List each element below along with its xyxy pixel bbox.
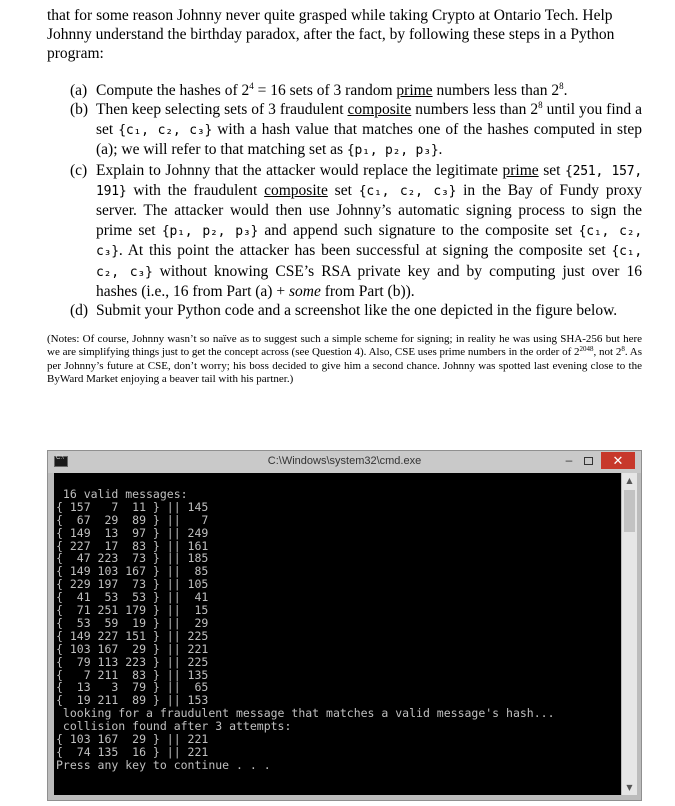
notes-paragraph [47, 333, 642, 387]
step-text: set [327, 182, 359, 200]
console-line: { 229 197 73 } || 105 [56, 577, 209, 592]
code-set: {c₁, c₂, c₃} [96, 244, 642, 280]
step-text: . [563, 82, 568, 99]
code-set: {p₁, p₂, p₃} [346, 143, 439, 159]
step-label: (c) [70, 161, 88, 179]
console-line: looking for a fraudulent message that matches a valid message's hash... [56, 706, 555, 721]
step-text: Submit your Python code and a screenshot like the one depicted in the figure below. [96, 302, 618, 320]
window-titlebar[interactable] [48, 451, 641, 473]
step-text: with the fraudulent [126, 182, 265, 200]
code-set: {251, 157, 191} [96, 163, 643, 200]
console-line: Press any key to continue . . . [56, 757, 271, 772]
console-line: { 103 167 29 } || 221 [56, 641, 209, 656]
step-text: from Part (b)). [320, 283, 415, 301]
console-line: 16 valid messages: [56, 486, 188, 501]
code-set: {c₁, c₂, c₃} [118, 122, 213, 138]
step-b [70, 100, 642, 160]
step-label: (d) [70, 302, 89, 320]
console-line: { 149 13 97 } || 249 [56, 525, 209, 540]
notes-text: . As per Johnny’s future at CSE, don’t worry; his boss decided to give him a second chance. Johnny was spotted last evening close to the ByWard Market enjoying a beaver tail with his partner.) [47, 346, 642, 386]
intro-line-3: program: [47, 45, 104, 62]
step-text: without knowing CSE’s RSA private key and by computing just over 16 hashes (i.e., 16 from Part (a) + [96, 262, 643, 301]
close-button[interactable]: ✕ [601, 452, 635, 469]
window-title: C:\Windows\system32\cmd.exe [267, 455, 422, 467]
cmd-window [47, 450, 642, 801]
scroll-up-icon[interactable]: ▲ [626, 476, 633, 485]
underlined-term: composite [347, 101, 412, 119]
step-text: and append such signature to the composite set [258, 221, 579, 239]
italic-term: some [288, 283, 321, 301]
underlined-term: composite [264, 182, 328, 200]
console-line: { 7 211 83 } || 135 [56, 667, 209, 682]
console-line: { 19 211 89 } || 153 [56, 693, 209, 708]
step-text: Compute the hashes of 2 [96, 82, 250, 99]
console-line: { 149 227 151 } || 225 [56, 628, 209, 643]
console-line: { 53 59 19 } || 29 [56, 615, 209, 630]
scroll-down-icon[interactable]: ▼ [626, 783, 633, 792]
exponent: 2048 [579, 345, 594, 354]
step-text: = 16 sets of 3 random [253, 82, 397, 99]
console-line: { 227 17 83 } || 161 [56, 538, 209, 553]
console-line: { 103 167 29 } || 221 [56, 732, 209, 746]
exponent: 8 [559, 81, 564, 91]
intro-line-2: Johnny understand the birthday paradox, after the fact, by following these steps in a Python [47, 26, 615, 43]
step-label: (b) [70, 101, 89, 119]
step-a [70, 81, 642, 100]
code-set: {p₁, p₂, p₃} [161, 223, 259, 239]
console-line: { 157 7 11 } || 145 [56, 499, 209, 514]
step-text: Then keep selecting sets of 3 fraudulent [96, 101, 348, 119]
underlined-term: prime [396, 82, 433, 99]
step-text: numbers less than 2 [432, 82, 560, 99]
console-line: { 13 3 79 } || 65 [56, 680, 209, 695]
vertical-scrollbar[interactable] [622, 473, 637, 795]
step-text: Explain to Johnny that the attacker would replace the legitimate [96, 161, 503, 179]
minimize-button[interactable]: – [565, 453, 573, 467]
step-label: (a) [70, 82, 88, 99]
step-text: . At this point the attacker has been successful at signing the composite set [118, 242, 612, 260]
console-line: { 149 103 167 } || 85 [56, 564, 209, 579]
notes-text: (Notes: Of course, Johnny wasn’t so naïve as to suggest such a simple scheme for signing; in reality he was using SHA-256 but here we are simplifying things just to get the concept across (see Question 4). Also, CSE uses prime numbers in the order of 2 [47, 333, 642, 359]
step-text: until you find a set [96, 101, 642, 138]
maximize-button[interactable] [580, 454, 596, 468]
scroll-thumb[interactable] [624, 490, 635, 532]
console-line: { 47 223 73 } || 185 [56, 551, 209, 566]
steps-list [70, 81, 642, 321]
step-text: numbers less than 2 [411, 101, 539, 119]
console-line: { 41 53 53 } || 41 [56, 590, 209, 605]
exponent: 4 [249, 81, 254, 91]
step-d [70, 301, 642, 320]
intro-line-1: that for some reason Johnny never quite grasped while taking Crypto at Ontario Tech. Help [47, 7, 613, 24]
step-text: in the Bay of Fundy proxy server. The attacker would then use Johnny’s automatic signing process to sign the prime set [96, 182, 642, 239]
console-line: { 79 113 223 } || 225 [56, 654, 209, 669]
underlined-term: prime [502, 161, 539, 179]
console-line: { 71 251 179 } || 15 [56, 603, 209, 617]
exponent: 8 [621, 345, 625, 354]
console-output[interactable] [54, 473, 621, 795]
code-set: {c₁, c₂, c₃} [96, 223, 642, 260]
console-line: collision found after 3 attempts: [56, 719, 292, 734]
step-text: with a hash value that matches one of the hashes computed in step (a); we will refer to that matching set as [96, 120, 643, 159]
exponent: 8 [538, 100, 543, 111]
step-c [70, 161, 642, 302]
step-text: set [538, 161, 566, 179]
console-line: { 74 135 16 } || 221 [56, 744, 209, 759]
notes-text: , not 2 [593, 346, 622, 359]
step-text: . [438, 141, 443, 159]
console-line: { 67 29 89 } || 7 [56, 512, 209, 527]
code-set: {c₁, c₂, c₃} [358, 184, 457, 200]
